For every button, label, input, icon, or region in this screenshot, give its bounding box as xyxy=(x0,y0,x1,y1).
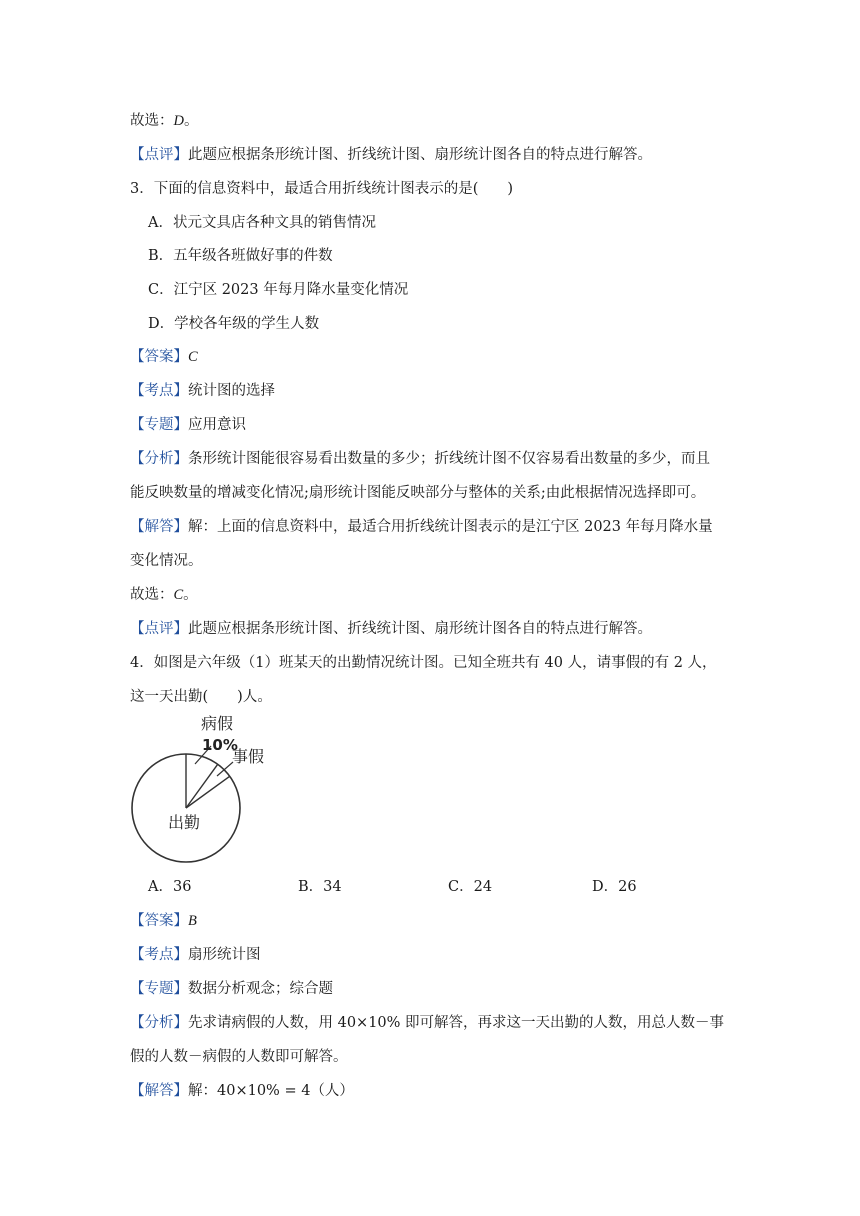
personal-leader-line xyxy=(217,762,233,776)
attend-label: 出勤 xyxy=(168,813,201,832)
choice-suffix: 。 xyxy=(183,587,198,603)
q3-option-a: A．状元文具店各种文具的销售情况 xyxy=(148,215,376,231)
analysis-tag: 【分析】 xyxy=(130,451,188,467)
q3-option-b: B．五年级各班做好事的件数 xyxy=(148,248,333,264)
answer-letter: C xyxy=(188,349,198,365)
question-4-stem-1: 4．如图是六年级（1）班某天的出勤情况统计图。已知全班共有 40 人，请事假的有 2 人， xyxy=(130,655,717,671)
q4-option-c: C．24 xyxy=(448,879,493,895)
answer-tag: 【答案】 xyxy=(130,913,188,929)
q3-topic-line xyxy=(130,415,246,435)
choice-letter: D xyxy=(173,113,184,129)
q3-answer-line xyxy=(130,347,198,367)
choice-letter: C xyxy=(173,587,184,603)
point-text: 扇形统计图 xyxy=(188,947,261,963)
sick-percent-label: 10% xyxy=(202,736,238,754)
choice-line xyxy=(130,111,198,131)
point-text: 统计图的选择 xyxy=(188,383,275,399)
q3-analysis-line-2: 能反映数量的增减变化情况;扇形统计图能反映部分与整体的关系;由此根据情况选择即可。 xyxy=(130,485,706,501)
choice-suffix: 。 xyxy=(183,113,199,129)
q4-analysis-line-1 xyxy=(130,1013,724,1033)
q3-option-d: D．学校各年级的学生人数 xyxy=(148,316,320,332)
question-3-stem: 3．下面的信息资料中，最适合用折线统计图表示的是( ) xyxy=(130,181,514,197)
topic-tag: 【专题】 xyxy=(130,417,188,433)
q4-answer-line xyxy=(130,911,197,931)
solution-tag: 【解答】 xyxy=(130,519,188,535)
topic-tag: 【专题】 xyxy=(130,981,188,997)
topic-text: 数据分析观念；综合题 xyxy=(188,981,333,997)
q3-comment-line xyxy=(130,619,652,639)
answer-tag: 【答案】 xyxy=(130,349,188,365)
q4-option-a: A．36 xyxy=(148,879,192,895)
topic-text: 应用意识 xyxy=(188,417,246,433)
analysis-text: 条形统计图能很容易看出数量的多少；折线统计图不仅容易看出数量的多少，而且 xyxy=(188,451,710,467)
q3-solution-line-2: 变化情况。 xyxy=(130,553,203,569)
q4-analysis-line-2: 假的人数－病假的人数即可解答。 xyxy=(130,1049,348,1065)
point-tag: 【考点】 xyxy=(130,383,188,399)
question-4-stem-2: 这一天出勤( )人。 xyxy=(130,689,272,705)
solution-text: 解：40×10% = 4（人） xyxy=(188,1083,354,1099)
q4-option-b: B．34 xyxy=(298,879,342,895)
sick-label: 病假 xyxy=(201,714,234,733)
q4-option-d: D．26 xyxy=(592,879,637,895)
q3-analysis-line-1 xyxy=(130,449,710,469)
q4-topic-line xyxy=(130,979,333,999)
q3-point-line xyxy=(130,381,275,401)
comment-tag: 【点评】 xyxy=(130,621,188,637)
choice-prefix: 故选： xyxy=(130,113,174,129)
pie-radius-sick-end xyxy=(186,764,218,808)
solution-text: 解：上面的信息资料中，最适合用折线统计图表示的是江宁区 2023 年每月降水量 xyxy=(188,519,713,535)
point-tag: 【考点】 xyxy=(130,947,188,963)
q3-choice-line xyxy=(130,585,198,605)
solution-tag: 【解答】 xyxy=(130,1083,188,1099)
comment-text: 此题应根据条形统计图、折线统计图、扇形统计图各自的特点进行解答。 xyxy=(188,147,652,163)
analysis-text: 先求请病假的人数，用 40×10% 即可解答，再求这一天出勤的人数，用总人数－事 xyxy=(188,1015,725,1031)
answer-letter: B xyxy=(188,913,197,929)
comment-line xyxy=(130,145,652,165)
q4-point-line xyxy=(130,945,261,965)
personal-label: 事假 xyxy=(232,747,265,766)
q4-solution-line-1 xyxy=(130,1081,354,1101)
comment-text: 此题应根据条形统计图、折线统计图、扇形统计图各自的特点进行解答。 xyxy=(188,621,652,637)
q3-solution-line-1 xyxy=(130,517,713,537)
q3-option-c: C．江宁区 2023 年每月降水量变化情况 xyxy=(148,282,409,298)
analysis-tag: 【分析】 xyxy=(130,1015,188,1031)
pie-radius-personal-end xyxy=(186,776,230,808)
comment-tag: 【点评】 xyxy=(130,147,188,163)
attendance-pie-chart xyxy=(125,708,285,873)
choice-prefix: 故选： xyxy=(130,587,174,603)
